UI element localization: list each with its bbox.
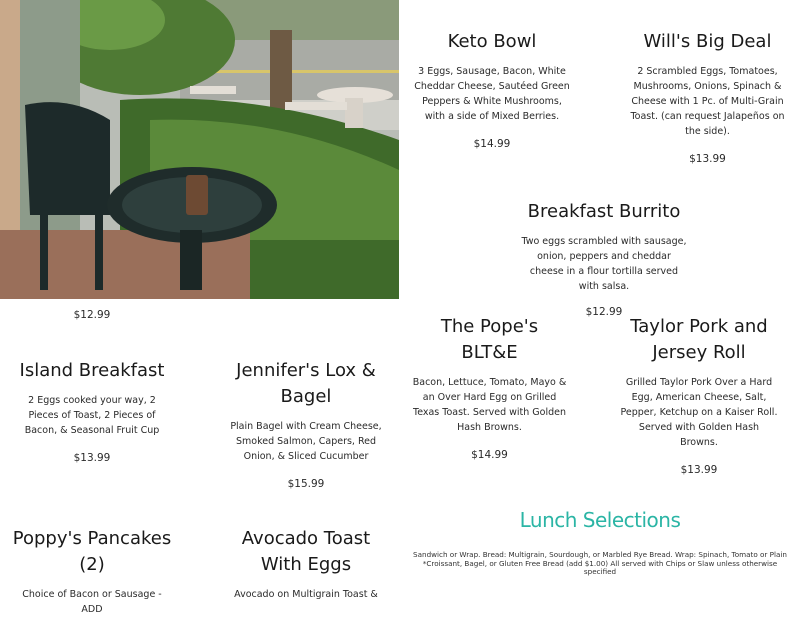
menu-item-description: Bacon, Lettuce, Tomato, Mayo & an Over Hard Egg on Grilled Texas Toast. Served with Golden Hash Browns. [412,377,567,433]
menu-item-poppys-pancakes [12,526,172,615]
menu-item-price: $12.99 [585,306,623,318]
menu-item-name: Will's Big Deal [643,31,772,52]
menu-item-island-breakfast [12,358,172,464]
menu-item-description: Choice of Bacon or Sausage - ADD [22,589,162,615]
menu-item-description: 2 Scrambled Eggs, Tomatoes, Mushrooms, Onions, Spinach & Cheese with 1 Pc. of Multi-Grain Toast. (can request Jalapeños on the side). [630,66,785,137]
menu-item-price: $14.99 [473,138,511,150]
menu-item-price: $15.99 [287,478,325,490]
menu-item-jennifers-lox-bagel [225,358,387,490]
menu-item-name: Keto Bowl [447,31,537,52]
menu-item-avocado-toast [225,526,387,600]
menu-item-name: Taylor Pork and Jersey Roll [630,316,768,363]
menu-item-description: 3 Eggs, Sausage, Bacon, White Cheddar Cheese, Sautéed Green Peppers & White Mushrooms, with a side of Mixed Berries. [414,66,570,122]
menu-item-name: The Pope's BLT&E [440,316,539,363]
menu-item-price: $13.99 [73,452,111,464]
menu-item-name: Jennifer's Lox & Bagel [236,360,376,407]
menu-item-name: Poppy's Pancakes (2) [12,528,172,575]
menu-item-description: Plain Bagel with Cream Cheese, Smoked Salmon, Capers, Red Onion, & Sliced Cucumber [230,421,382,462]
menu-item-name: Avocado Toast With Eggs [241,528,371,575]
lunch-section-description: Sandwich or Wrap. Bread: Multigrain, Sourdough, or Marbled Rye Bread. Wrap: Spinach, Tomato or Plain *Croissant, Bagel, or Gluten Free Bread (add $1.00) All served with Chips or Slaw unless otherwise specified [413,550,787,576]
menu-item-price: $14.99 [471,449,508,461]
photo-item-price: $12.99 [73,309,111,321]
menu-item-price: $13.99 [680,464,718,476]
menu-item-keto-bowl [412,29,572,150]
menu-item-description: Grilled Taylor Pork Over a Hard Egg, American Cheese, Salt, Pepper, Ketchup on a Kaiser Roll. Served with Golden Hash Browns. [620,377,778,448]
menu-item-name: Breakfast Burrito [527,201,681,222]
lunch-section-title: Lunch Selections [519,508,681,532]
menu-item-description: Two eggs scrambled with sausage, onion, peppers and cheddar cheese in a flour tortilla served with salsa. [521,236,687,292]
menu-item-description: Avocado on Multigrain Toast & [234,589,378,600]
menu-item-description: 2 Eggs cooked your way, 2 Pieces of Toast, 2 Pieces of Bacon, & Seasonal Fruit Cup [24,395,160,436]
menu-item-name: Island Breakfast [19,360,165,381]
menu-item-taylor-pork [620,314,778,476]
patio-photo [0,0,399,299]
menu-item-popes-blte [412,314,567,461]
menu-item-wills-big-deal [630,29,785,165]
patio-photo-illustration [0,0,399,299]
menu-item-breakfast-burrito [520,199,688,318]
menu-item-price: $13.99 [689,153,726,165]
